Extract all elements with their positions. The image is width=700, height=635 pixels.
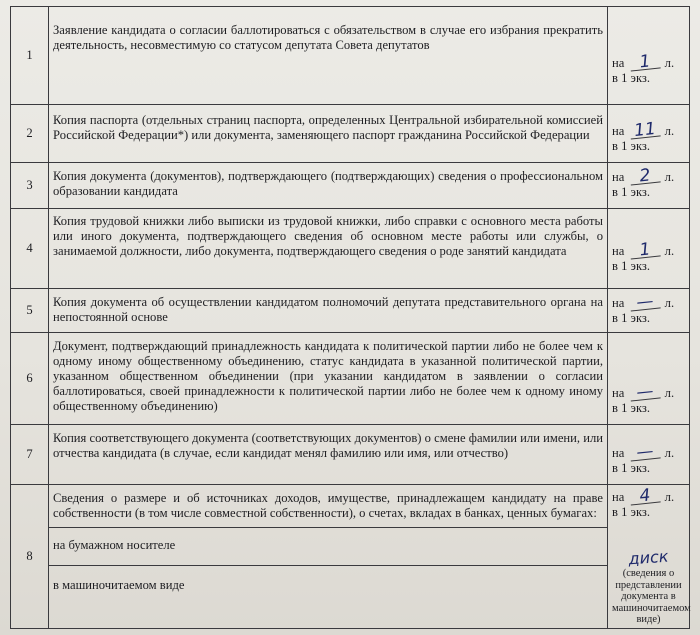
row-description — [49, 163, 608, 209]
table-row — [11, 209, 690, 289]
table-row — [11, 485, 690, 629]
handwritten-qty: — — [629, 293, 660, 311]
quantity-cell — [608, 485, 690, 629]
qty-prefix: на — [612, 296, 625, 310]
qty-copies: в 1 экз. — [612, 311, 651, 325]
row-description-text: Копия документа об осуществлении кандидатом полномочий депутата представительного органа на непостоянной основе — [53, 295, 603, 324]
row-description — [49, 105, 608, 163]
row-number: 6 — [11, 333, 49, 425]
quantity-cell — [608, 425, 690, 485]
qty-copies: в 1 экз. — [612, 461, 651, 475]
row-description-text: Копия соответствующего документа (соответствующих документов) о смене фамилии или имени, или отчества кандидата (в случае, если кандидат менял фамилию или имя, или отчество) — [53, 431, 603, 460]
table-row — [11, 333, 690, 425]
qty-suffix: л. — [664, 386, 675, 400]
row-number: 1 — [11, 7, 49, 105]
quantity-cell — [608, 333, 690, 425]
qty-prefix: на — [612, 244, 625, 258]
row-description-text: Сведения о размере и об источниках доходов, имуществе, принадлежащем кандидату на праве собственности (в том числе совместной собственности), о счетах, вкладах в банках, ценных бумагах: — [53, 491, 603, 520]
handwritten-qty: 1 — [629, 53, 660, 71]
handwritten-qty: — — [629, 443, 660, 461]
row-description — [49, 425, 608, 485]
qty-suffix: л. — [664, 490, 675, 504]
row-description-text: Документ, подтверждающий принадлежность кандидата к политической партии либо не более чем к одному иному общественному объединению, статус кандидата в указанной политической партии, указанном общественном объединении (при указании кандидатом в заявлении о согласии баллотироваться, своей принадлежности к политической партии либо не более чем к одному иному общественному объединению) — [53, 339, 603, 413]
table-row — [11, 105, 690, 163]
handwritten-qty: — — [629, 383, 660, 401]
quantity-cell — [608, 7, 690, 105]
machine-readable-note: (сведения о представлении документа в машиночитаемом виде) — [612, 568, 691, 625]
row-description — [49, 333, 608, 425]
qty-prefix: на — [612, 56, 625, 70]
qty-prefix: на — [612, 386, 625, 400]
quantity-cell — [608, 209, 690, 289]
qty-suffix: л. — [664, 124, 675, 138]
handwritten-qty: 11 — [629, 121, 660, 139]
qty-prefix: на — [612, 446, 625, 460]
row-number: 3 — [11, 163, 49, 209]
handwritten-disk-note: диск — [627, 546, 670, 569]
table-row — [11, 425, 690, 485]
row-description-text: Заявление кандидата о согласии баллотироваться с обязательством в случае его избрания прекратить деятельность, несовместимую со статусом депутата Совета депутатов — [53, 23, 603, 52]
handwritten-qty: 4 — [629, 487, 660, 505]
qty-copies: в 1 экз. — [612, 139, 651, 153]
row-number: 2 — [11, 105, 49, 163]
qty-copies: в 1 экз. — [612, 185, 651, 199]
row-description — [49, 485, 608, 629]
row-description-text: Копия документа (документов), подтверждающего (подтверждающих) сведения о профессиональном образовании кандидата — [53, 169, 603, 198]
row-number: 7 — [11, 425, 49, 485]
documents-table — [10, 6, 690, 629]
row-description-text: Копия паспорта (отдельных страниц паспорта, определенных Центральной избирательной комиссией Российской Федерации*) или документа, заменяющего паспорт гражданина Российской Федерации — [53, 113, 603, 142]
sub-row-machine-readable: в машиночитаемом виде — [49, 565, 607, 615]
qty-copies: в 1 экз. — [612, 401, 651, 415]
qty-copies: в 1 экз. — [612, 71, 651, 85]
sub-row-paper: на бумажном носителе — [49, 527, 607, 565]
handwritten-qty: 2 — [629, 167, 660, 185]
table-row — [11, 7, 690, 105]
quantity-cell — [608, 163, 690, 209]
quantity-cell — [608, 105, 690, 163]
row-number: 8 — [11, 485, 49, 629]
qty-suffix: л. — [664, 244, 675, 258]
qty-copies: в 1 экз. — [612, 259, 651, 273]
row-description-text: Копия трудовой книжки либо выписки из трудовой книжки, либо справки с основного места работы или иного документа, подтверждающего сведения об основном месте работы или службы, о занимаемой должности, либо документа, подтверждающего сведения о роде занятий кандидата — [53, 214, 603, 258]
row-description — [49, 289, 608, 333]
qty-suffix: л. — [664, 170, 675, 184]
row-description — [49, 7, 608, 105]
qty-copies: в 1 экз. — [612, 505, 651, 519]
row-number: 4 — [11, 209, 49, 289]
table-row — [11, 289, 690, 333]
row-number: 5 — [11, 289, 49, 333]
quantity-cell — [608, 289, 690, 333]
row-description — [49, 209, 608, 289]
qty-suffix: л. — [664, 446, 675, 460]
qty-suffix: л. — [664, 296, 675, 310]
qty-prefix: на — [612, 170, 625, 184]
qty-prefix: на — [612, 124, 625, 138]
qty-suffix: л. — [664, 56, 675, 70]
handwritten-qty: 1 — [629, 241, 660, 259]
qty-prefix: на — [612, 490, 625, 504]
table-row — [11, 163, 690, 209]
